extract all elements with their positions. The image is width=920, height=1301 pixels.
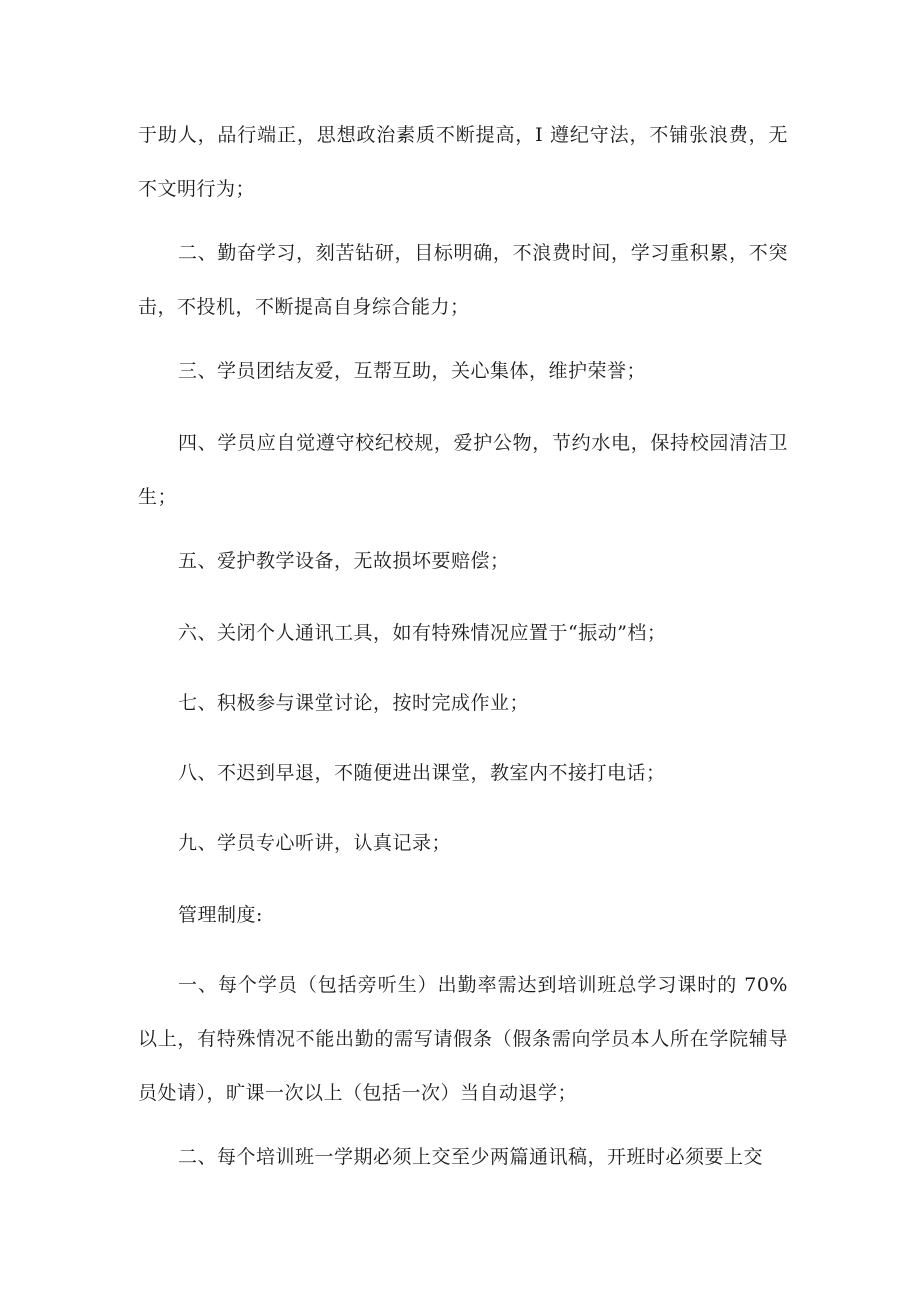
paragraph-rule-9: 九、学员专心听讲，认真记录； (178, 832, 452, 854)
section-heading-management: 管理制度: (178, 904, 263, 926)
paragraph-rule-7: 七、积极参与课堂讨论，按时完成作业； (178, 692, 530, 714)
paragraph-rule-3: 三、学员团结友爱，互帮互助，关心集体，维护荣誉； (178, 360, 647, 382)
paragraph-rule-4: 四、学员应自觉遵守校纪校规，爱护公物，节约水电，保持校园清洁卫生； (138, 432, 788, 508)
paragraph-management-1: 一、每个学员（包括旁听生）出勤率需达到培训班总学习课时的 70%以上，有特殊情况不能出勤的需写请假条（假条需向学员本人所在学院辅导员处请），旷课一次以上（包括一次）当自动退学； (138, 974, 788, 1104)
paragraph-rule-2: 二、勤奋学习，刻苦钻研，目标明确，不浪费时间，学习重积累，不突击，不投机，不断提高自身综合能力； (138, 242, 788, 318)
paragraph-management-2: 二、每个培训班一学期必须上交至少两篇通讯稿，开班时必须要上交 (178, 1146, 764, 1168)
paragraph-rule-5: 五、爱护教学设备，无故损坏要赔偿； (178, 550, 510, 572)
paragraph-rule-6: 六、关闭个人通讯工具，如有特殊情况应置于“振动”档； (178, 622, 667, 644)
paragraph-continuation: 于助人，品行端正，思想政治素质不断提高，I 遵纪守法，不铺张浪费，无不文明行为； (138, 124, 788, 200)
paragraph-rule-8: 八、不迟到早退，不随便进出课堂，教室内不接打电话； (178, 762, 666, 784)
